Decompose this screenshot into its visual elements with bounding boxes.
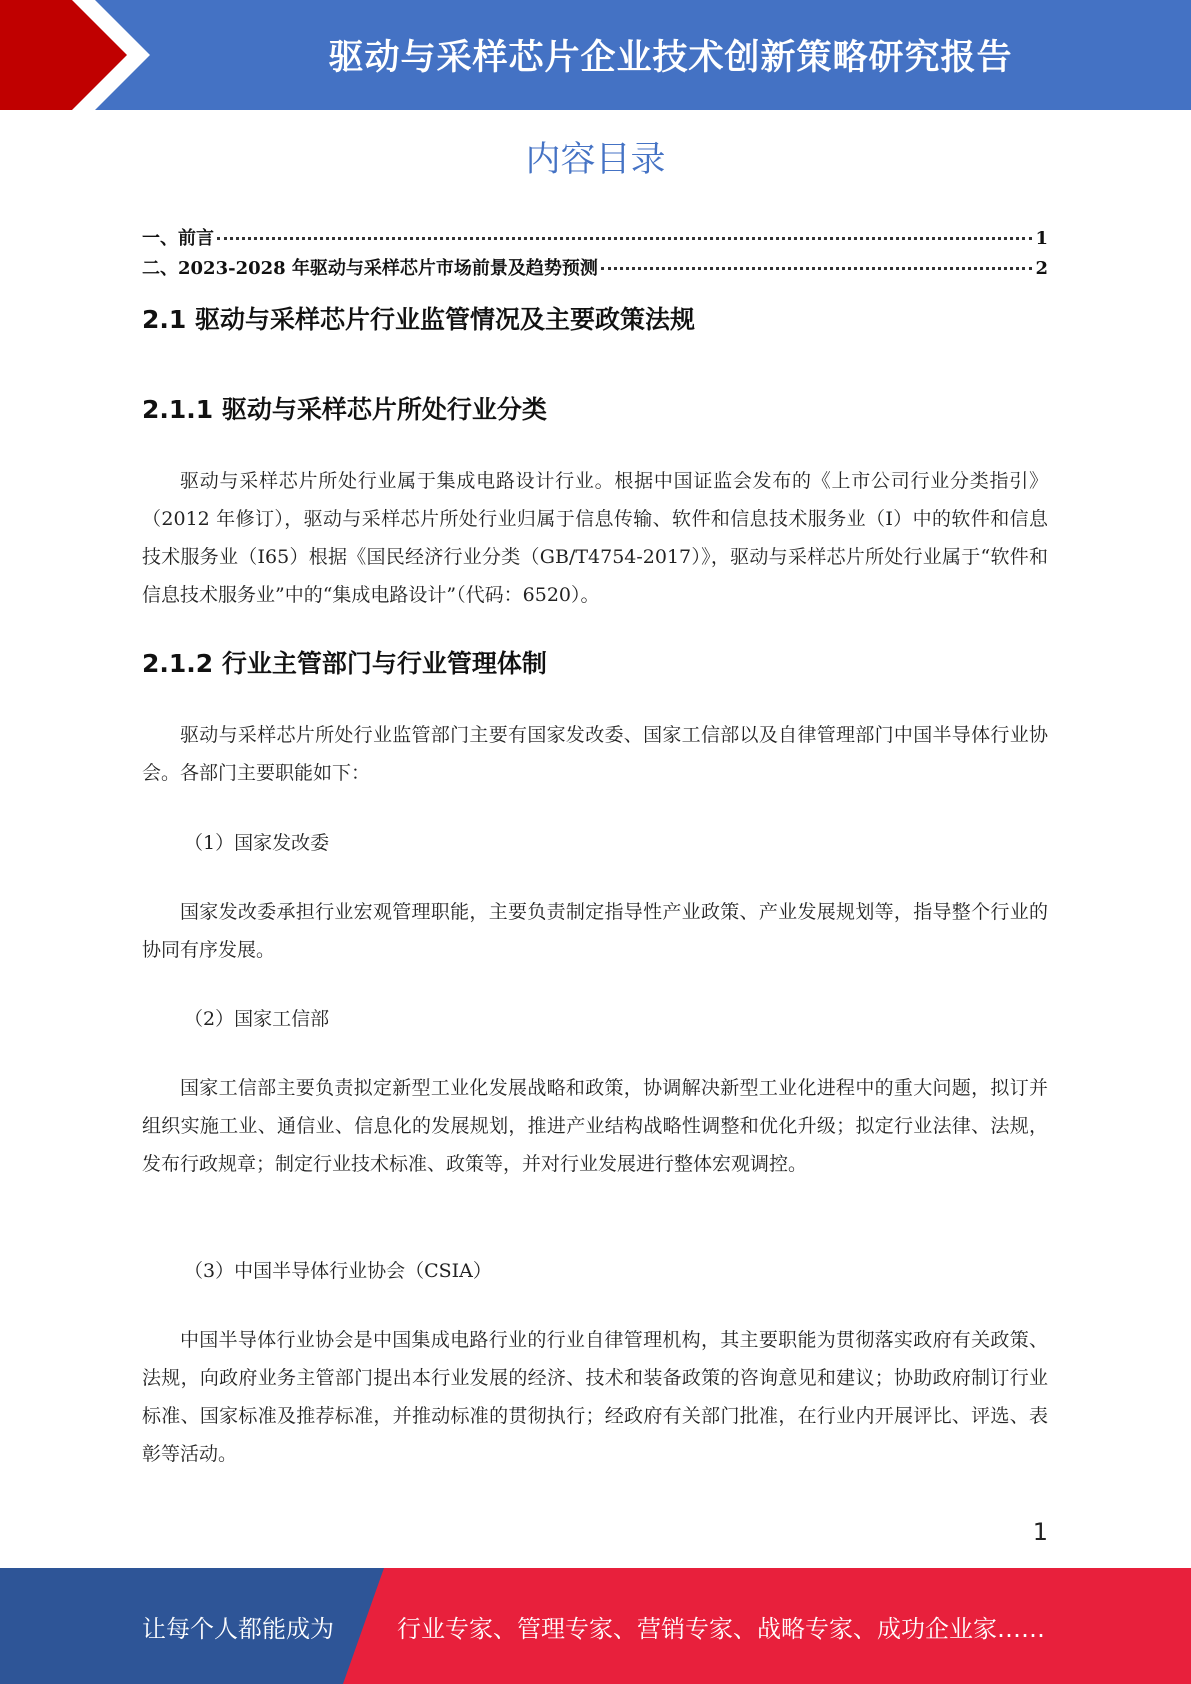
section-2-1-2-intro: 驱动与采样芯片所处行业监管部门主要有国家发改委、国家工信部以及自律管理部门中国半导体行业协会。各部门主要职能如下： bbox=[142, 724, 1048, 784]
item-2-text: 国家工信部主要负责拟定新型工业化发展战略和政策，协调解决新型工业化进程中的重大问题，拟订并组织实施工业、通信业、信息化的发展规划，推进产业结构战略性调整和优化升级；拟定行业法律、法规，发布行政规章；制定行业技术标准、政策等，并对行业发展进行整体宏观调控。 bbox=[142, 1077, 1048, 1175]
footer-slogan-left: 让每个人都能成为 bbox=[142, 1614, 334, 1643]
toc-title: 内容目录 bbox=[525, 140, 666, 180]
item-1-title: （1）国家发改委 bbox=[184, 832, 330, 854]
page-number: 1 bbox=[1032, 1518, 1048, 1546]
section-2-1-heading: 2.1 驱动与采样芯片行业监管情况及主要政策法规 bbox=[142, 305, 695, 334]
item-2-title: （2）国家工信部 bbox=[184, 1008, 330, 1030]
item-3-title: （3）中国半导体行业协会（CSIA） bbox=[184, 1260, 492, 1282]
toc-entry-label: 二、2023-2028 年驱动与采样芯片市场前景及趋势预测 bbox=[142, 258, 598, 279]
toc-entry-page: 2 bbox=[1035, 258, 1048, 279]
footer-slogan-right: 行业专家、管理专家、营销专家、战略专家、成功企业家…… bbox=[397, 1614, 1045, 1643]
table-of-contents bbox=[142, 224, 1048, 284]
header-title: 驱动与采样芯片企业技术创新策略研究报告 bbox=[328, 38, 1013, 78]
footer-banner bbox=[0, 1568, 1191, 1684]
item-3-text: 中国半导体行业协会是中国集成电路行业的行业自律管理机构，其主要职能为贯彻落实政府有关政策、法规，向政府业务主管部门提出本行业发展的经济、技术和装备政策的咨询意见和建议；协助政府制订行业标准、国家标准及推荐标准，并推动标准的贯彻执行；经政府有关部门批准，在行业内开展评比、评选、表彰等活动。 bbox=[142, 1329, 1048, 1465]
toc-entry-page: 1 bbox=[1035, 228, 1048, 249]
section-2-1-1-heading: 2.1.1 驱动与采样芯片所处行业分类 bbox=[142, 395, 547, 424]
item-1-text: 国家发改委承担行业宏观管理职能，主要负责制定指导性产业政策、产业发展规划等，指导整个行业的协同有序发展。 bbox=[142, 901, 1048, 961]
toc-entry-label: 一、前言 bbox=[142, 228, 214, 249]
toc-leader-dots bbox=[601, 267, 1033, 270]
header-arrow-decoration bbox=[0, 0, 160, 110]
section-2-1-2-heading: 2.1.2 行业主管部门与行业管理体制 bbox=[142, 649, 547, 678]
header-banner bbox=[0, 0, 1191, 110]
section-2-1-1-paragraph: 驱动与采样芯片所处行业属于集成电路设计行业。根据中国证监会发布的《上市公司行业分类指引》（2012 年修订），驱动与采样芯片所处行业归属于信息传输、软件和信息技术服务业（I）中的软件和信息技术服务业（I65）根据《国民经济行业分类（GB/T4754-2017）》，驱动与采样芯片所处行业属于“软件和信息技术服务业”中的“集成电路设计”（代码：6520）。 bbox=[142, 470, 1048, 606]
toc-entry-preface[interactable] bbox=[142, 224, 1048, 254]
toc-entry-market-forecast[interactable] bbox=[142, 254, 1048, 284]
toc-leader-dots bbox=[217, 237, 1032, 240]
